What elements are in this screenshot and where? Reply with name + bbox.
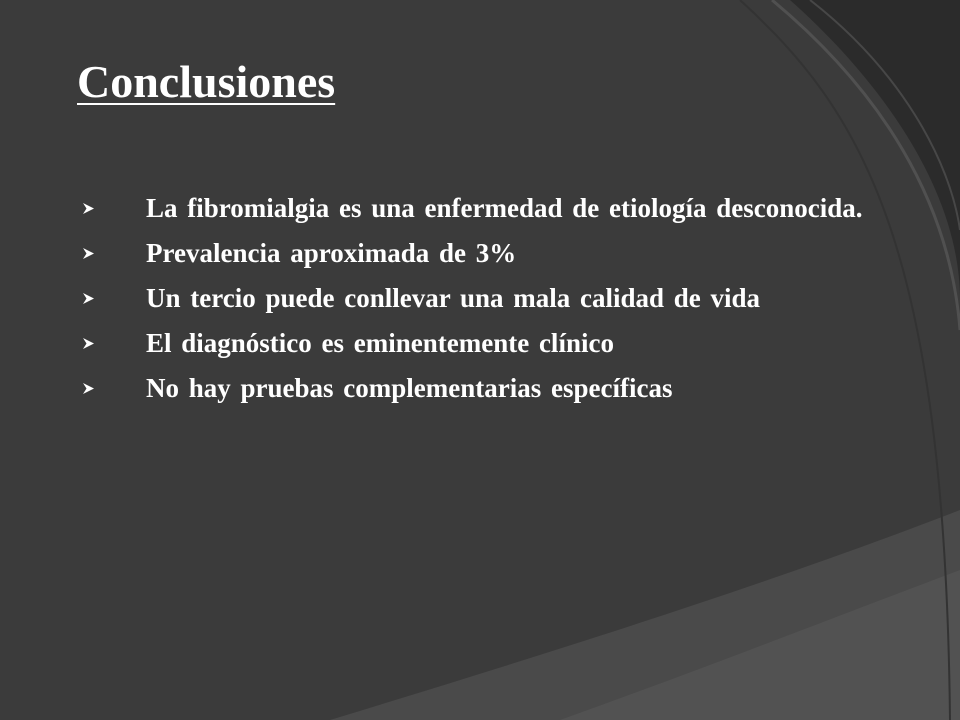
bullet-list (82, 191, 912, 416)
arrowhead-bullet-icon (82, 247, 95, 260)
bullet-text: No hay pruebas complementarias específicas (146, 373, 673, 403)
bullet-text: Prevalencia aproximada de 3% (146, 238, 517, 268)
bullet-item (82, 326, 912, 360)
bullet-text: El diagnóstico es eminentemente clínico (146, 328, 614, 358)
arrowhead-bullet-icon (82, 202, 95, 215)
arrowhead-bullet-icon (82, 382, 95, 395)
arrowhead-bullet-icon (82, 292, 95, 305)
bullet-item (82, 236, 912, 270)
bullet-item (82, 281, 912, 315)
bullet-text: La fibromialgia es una enfermedad de etiología desconocida. (146, 193, 863, 223)
arrowhead-bullet-icon (82, 337, 95, 350)
bullet-item (82, 191, 912, 225)
bullet-text: Un tercio puede conllevar una mala calidad de vida (146, 283, 761, 313)
bullet-item (82, 371, 912, 405)
slide-title: Conclusiones (77, 56, 336, 107)
